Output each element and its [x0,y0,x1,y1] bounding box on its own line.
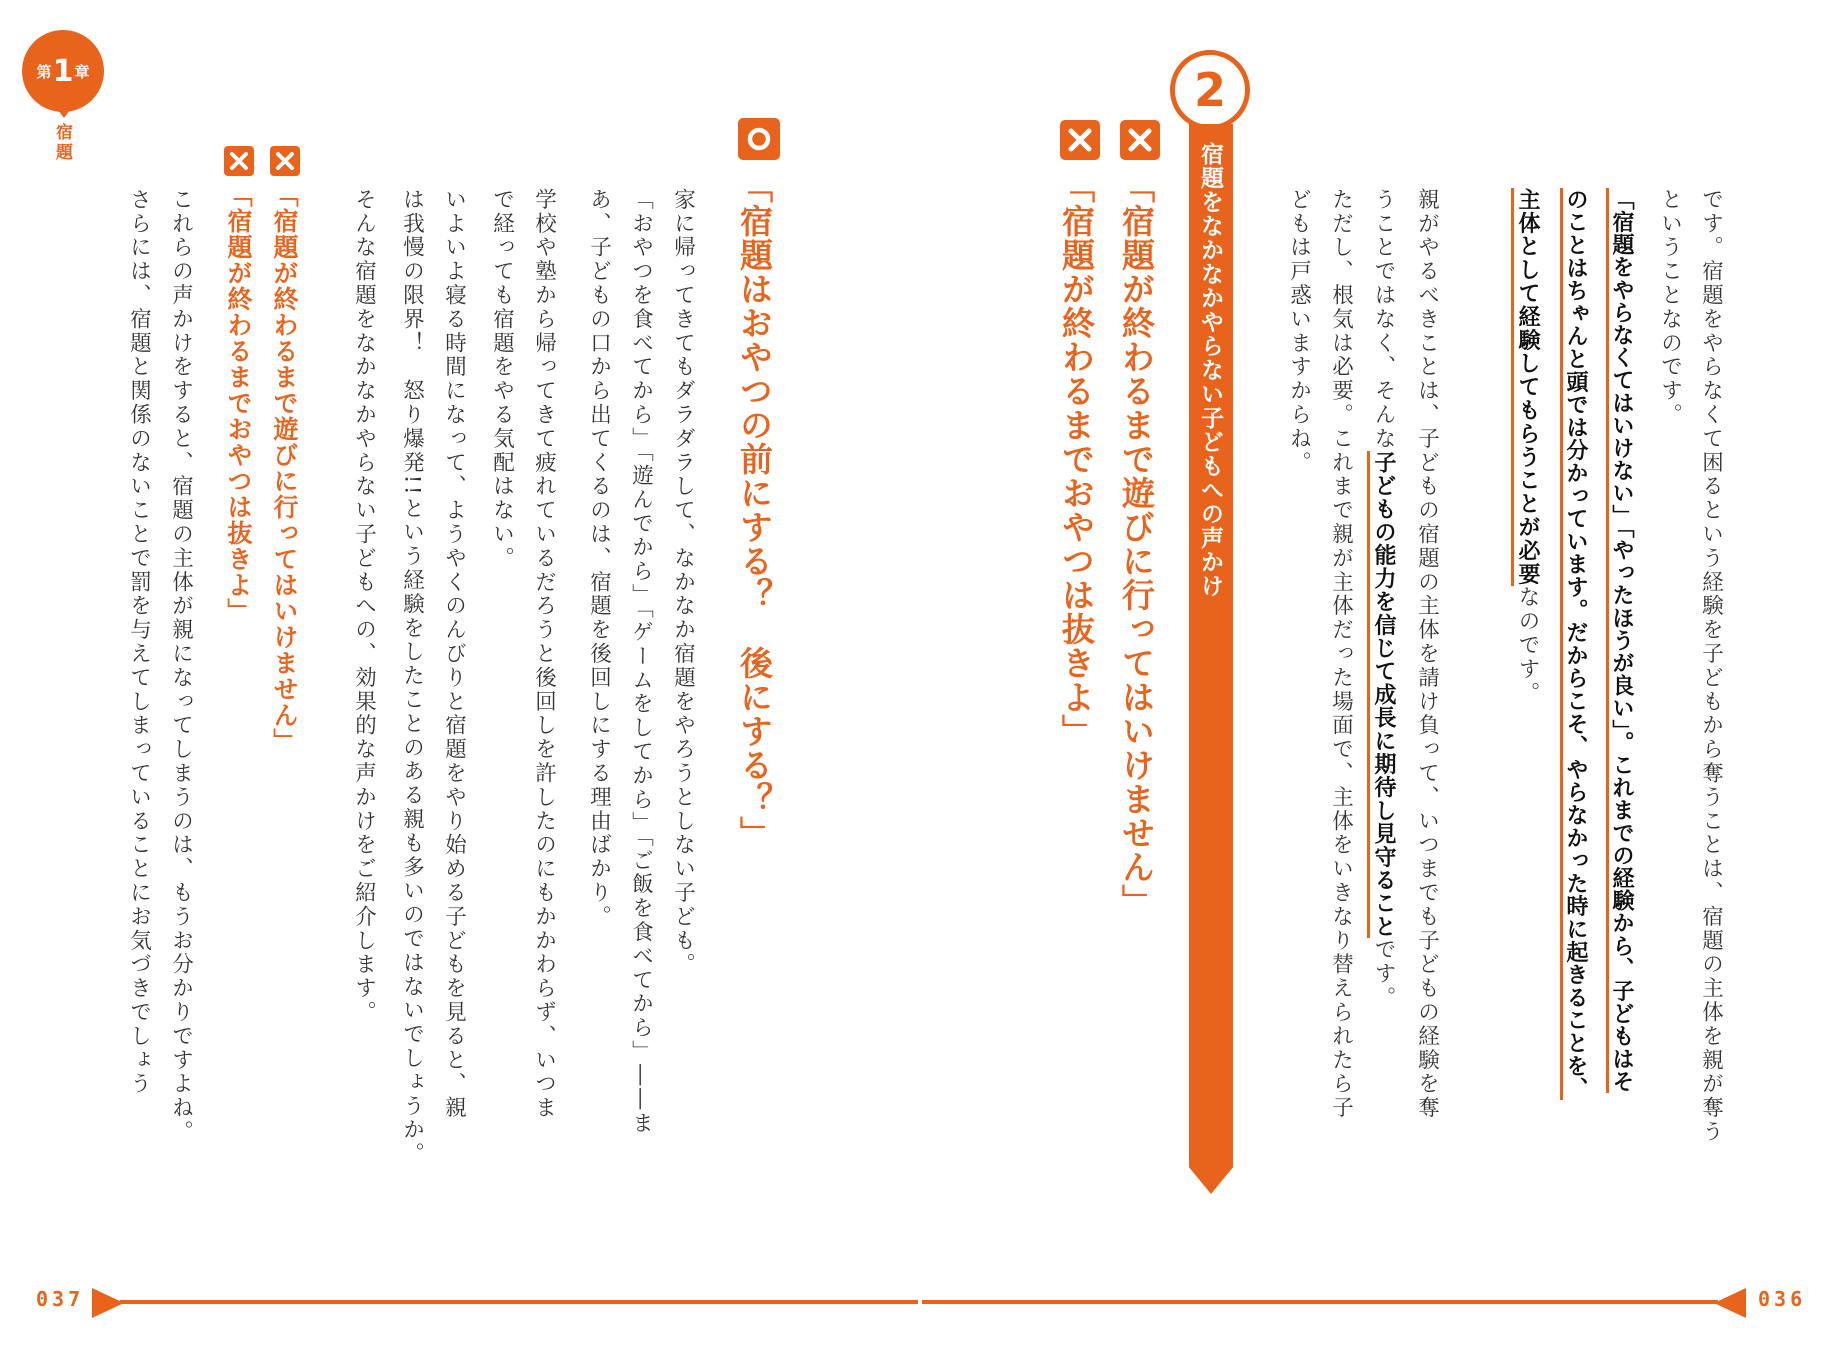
mixed-column [1516,188,1538,705]
section-number: 2 [1193,63,1226,117]
body-column: ということなのです。 [1657,188,1683,427]
x-mark-icon [1060,120,1100,160]
body-column: です。宿題をやらなくて困るという経験を子どもから奪うことは、宿題の主体を親が奪う [1698,188,1724,1144]
chapter-name: 宿題 [52,123,72,163]
body-column: そんな宿題をなかなかやらない子どもへの、効果的な声かけをご紹介します。 [351,188,377,1025]
chapter-prefix: 第 [36,62,52,81]
ng-headline: 「宿題が終わるまでおやつは抜きよ」 [1057,170,1096,748]
body-span: うことではなく、そんな [1371,188,1396,451]
circle-mark-icon [738,118,780,160]
mixed-column [1372,188,1394,1010]
body-column: 学校や塾から帰ってきて疲れているだろうと後回しを許したのにもかかわらず、いつま [531,188,557,1121]
footer-line-right [922,1300,1718,1304]
page-number-right: 036 [1758,1287,1807,1311]
body-column: さらには、宿題と関係のないことで罰を与えてしまっていることにお気づきでしょう [126,188,152,1097]
page-number-left: 037 [36,1287,85,1311]
body-column: ただし、根気は必要。これまで親が主体だった場面で、主体をいきなり替えられたら子 [1328,188,1354,1121]
body-column: これらの声かけをすると、宿題の主体が親になってしまうのは、もうお分かりですよね。 [168,188,194,1144]
x-mark-icon [1120,120,1160,160]
bowtie-right-icon [1714,1288,1746,1318]
x-mark-icon [224,146,254,176]
body-column: 家に帰ってきてもダラダラして、なかなか宿題をやろうとしない子ども。 [670,188,696,977]
section-title: 宿題をなかなかやらない子どもへの声かけ [1197,142,1223,598]
body-span: です。 [1371,938,1396,1010]
body-column: 「おやつを食べてから」「遊んでから」「ゲームをしてから」「ご飯を食べてから」――ま [628,188,654,1136]
body-column: どもは戸惑いますからね。 [1286,188,1312,475]
body-column: あ、子どもの口から出てくるのは、宿題を後回しにする理由ばかり。 [586,188,612,929]
body-column: は我慢の限界！ 怒り爆発!!という経験をしたことのある親も多いのではないでしょうか。 [399,188,425,1167]
emphasis-span: 主体として経験してもらうことが必要 [1511,188,1540,586]
x-mark-icon [270,146,300,176]
footer-line-left [120,1300,918,1304]
emphasis-span: 子どもの能力を信じて成長に期待し見守ること [1367,451,1396,938]
ok-headline: 「宿題はおやつの前にする？ 後にする？」 [735,170,774,850]
ng-headline-small: 「宿題が終わるまで遊びに行ってはいけません」 [270,182,299,754]
body-column: で経っても宿題をやる気配はない。 [489,188,515,571]
ng-headline: 「宿題が終わるまで遊びに行ってはいけません」 [1117,170,1156,918]
body-column: 親がやるべきことは、子どもの宿題の主体を請け負って、いつまでも子どもの経験を奪 [1414,188,1440,1121]
body-span: なのです。 [1515,585,1540,706]
emphasis-column: 「宿題をやらなくてはいけない」「やったほうが良い」。これまでの経験から、子どもはそ [1606,188,1632,1093]
emphasis-column: のことはちゃんと頭では分かっています。だからこそ、やらなかった時に起きることを、 [1560,188,1586,1100]
chapter-number: 1 [52,53,74,89]
chapter-suffix: 章 [74,62,90,81]
section-number-badge [1170,50,1250,130]
ng-headline-small: 「宿題が終わるまでおやつは抜きよ」 [224,182,253,624]
chapter-badge [22,30,104,112]
body-column: いよいよ寝る時間になって、ようやくのんびりと宿題をやり始める子どもを見ると、親 [441,188,467,1121]
chapter-pointer-icon [55,106,73,118]
